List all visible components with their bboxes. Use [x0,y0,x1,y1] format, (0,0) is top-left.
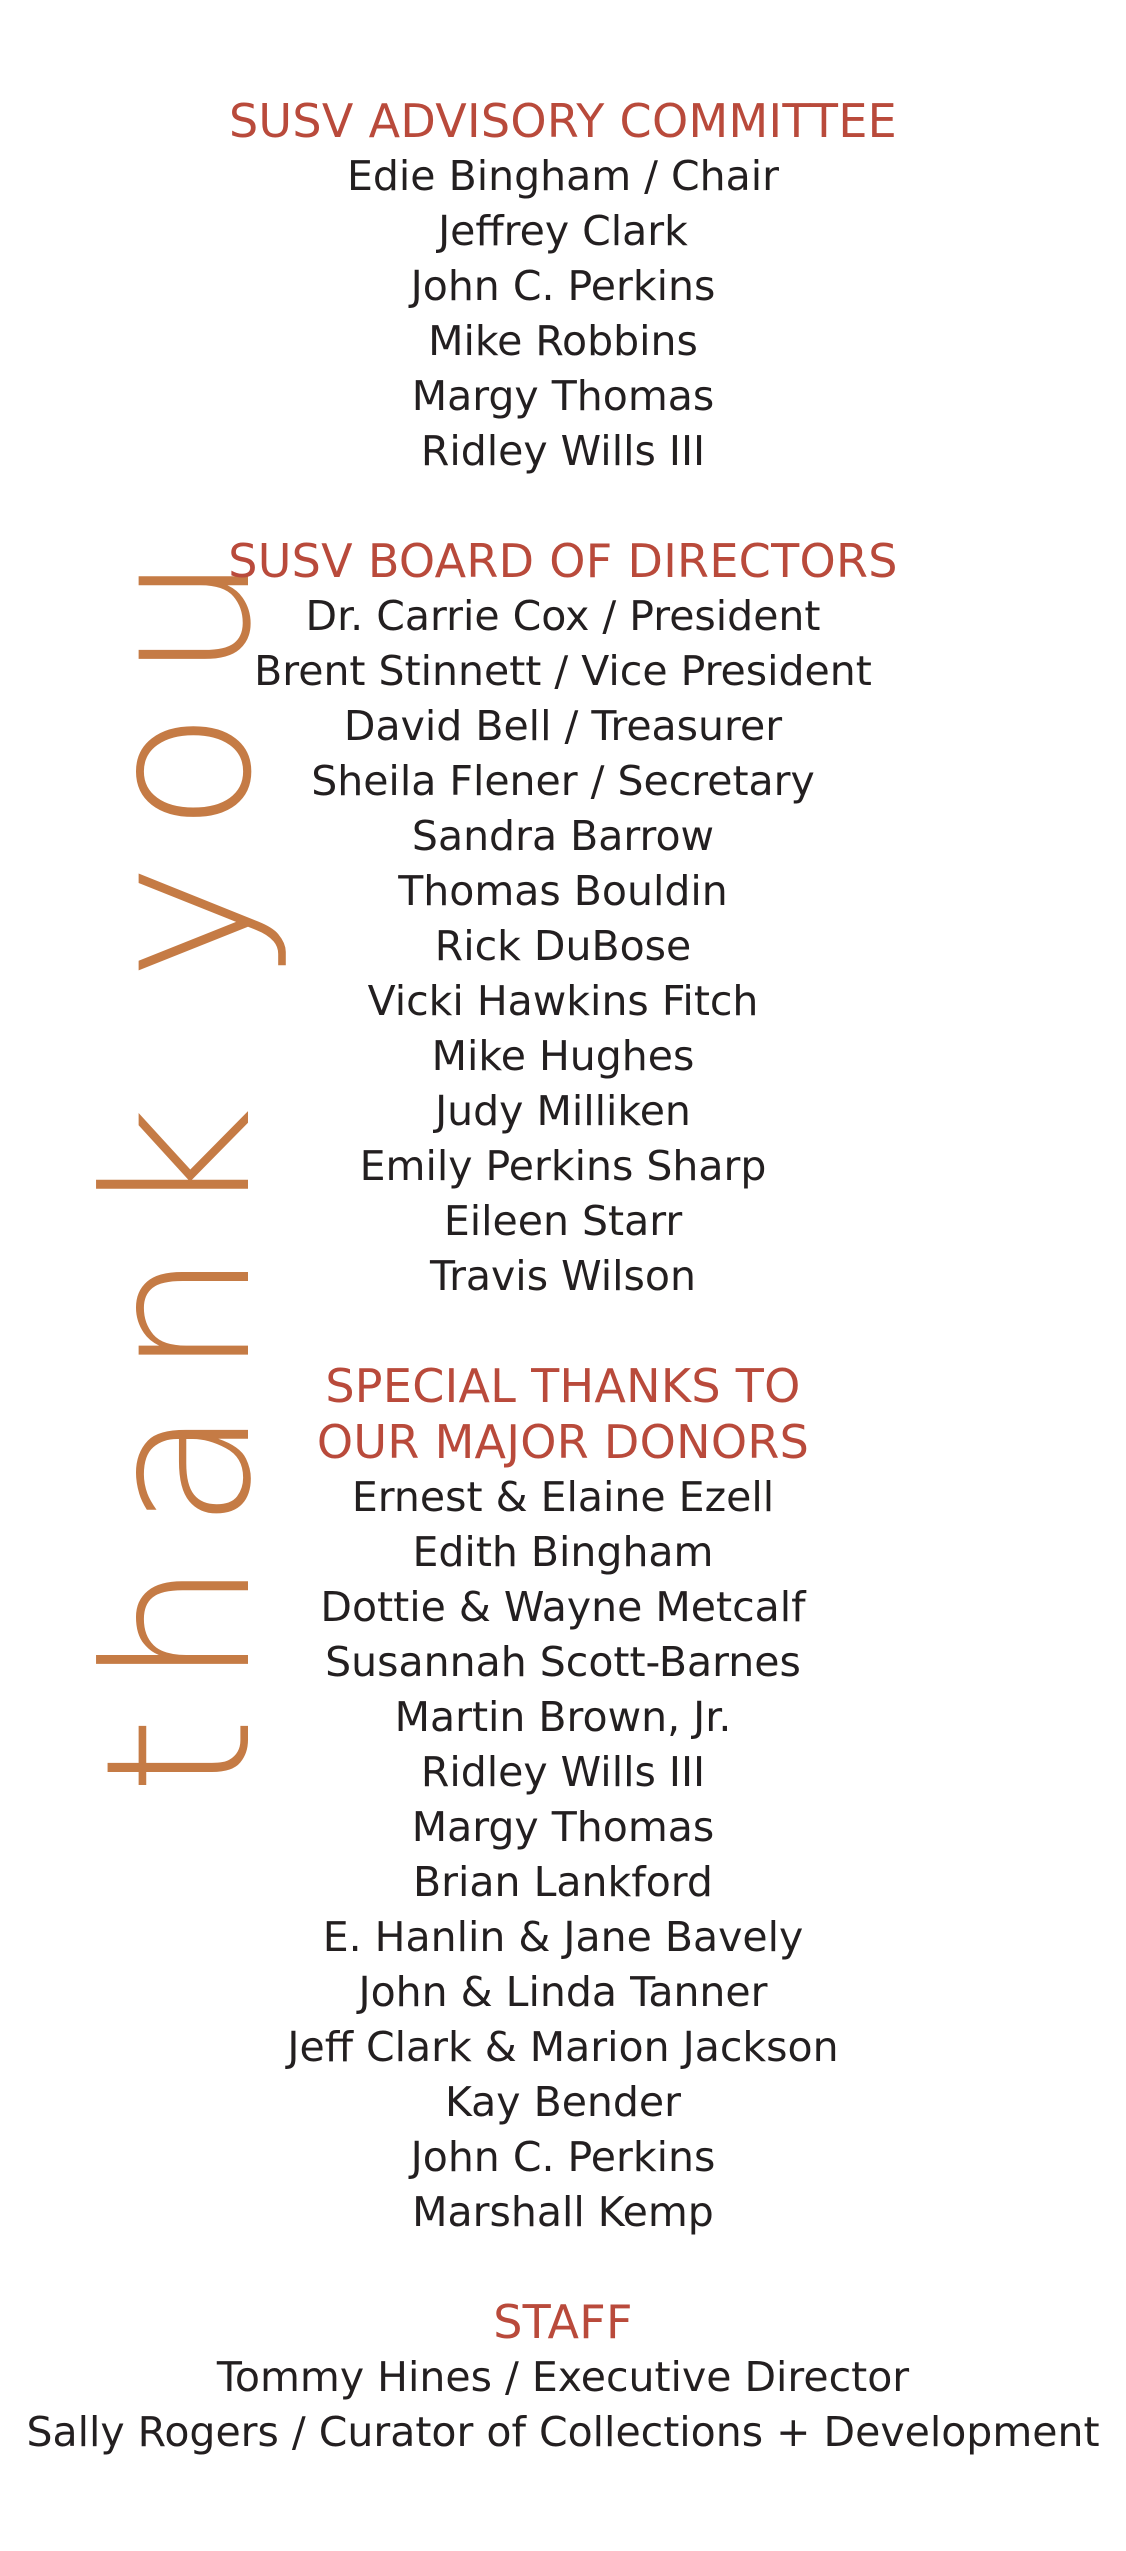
advisory-member: Ridley Wills III [420,427,706,475]
board-member: David Bell / Treasurer [343,702,783,750]
board-member: Travis Wilson [430,1252,696,1300]
donor-name: Martin Brown, Jr. [394,1693,732,1741]
donor-name: Marshall Kemp [412,2188,714,2236]
board-member: Mike Hughes [431,1032,695,1080]
thank-you-vertical-text: thank you [63,523,296,1795]
advisory-member: Edie Bingham / Chair [346,152,780,200]
advisory-member: Mike Robbins [428,317,698,365]
donor-name: John C. Perkins [410,2133,716,2181]
donor-name: Ridley Wills III [420,1748,706,1796]
staff-section [0,2240,1126,2460]
donor-name: John & Linda Tanner [358,1968,768,2016]
staff-heading: STAFF [493,2295,633,2349]
board-member: Dr. Carrie Cox / President [305,592,821,640]
major-donors-heading-line-2: OUR MAJOR DONORS [316,1415,810,1469]
advisory-member: John C. Perkins [410,262,716,310]
board-of-directors-heading: SUSV BOARD OF DIRECTORS [228,534,898,588]
advisory-committee-heading: SUSV ADVISORY COMMITTEE [228,94,898,148]
donor-name: Margy Thomas [411,1803,715,1851]
donor-name: Brian Lankford [413,1858,713,1906]
donor-name: E. Hanlin & Jane Bavely [322,1913,804,1961]
advisory-member: Margy Thomas [411,372,715,420]
donor-name: Jeff Clark & Marion Jackson [287,2023,839,2071]
major-donors-section [0,1304,1126,2240]
board-member: Brent Stinnett / Vice President [254,647,872,695]
board-member: Sheila Flener / Secretary [311,757,815,805]
staff-member: Tommy Hines / Executive Director [216,2353,910,2401]
board-member: Sandra Barrow [411,812,715,860]
board-member: Emily Perkins Sharp [359,1142,767,1190]
donor-name: Ernest & Elaine Ezell [351,1473,775,1521]
board-member: Eileen Starr [443,1197,683,1245]
donor-name: Susannah Scott-Barnes [325,1638,801,1686]
donor-name: Kay Bender [444,2078,682,2126]
board-member: Judy Milliken [435,1087,691,1135]
staff-member: Sally Rogers / Curator of Collections + Development [26,2408,1100,2456]
board-member: Rick DuBose [434,922,692,970]
donor-name: Edith Bingham [412,1528,714,1576]
donor-name: Dottie & Wayne Metcalf [320,1583,806,1631]
advisory-member: Jeffrey Clark [438,207,688,255]
board-member: Thomas Bouldin [398,867,728,915]
board-of-directors-section [0,479,1126,1304]
advisory-committee-section [0,0,1126,479]
major-donors-heading-line-1: SPECIAL THANKS TO [325,1359,801,1413]
board-member: Vicki Hawkins Fitch [367,977,759,1025]
